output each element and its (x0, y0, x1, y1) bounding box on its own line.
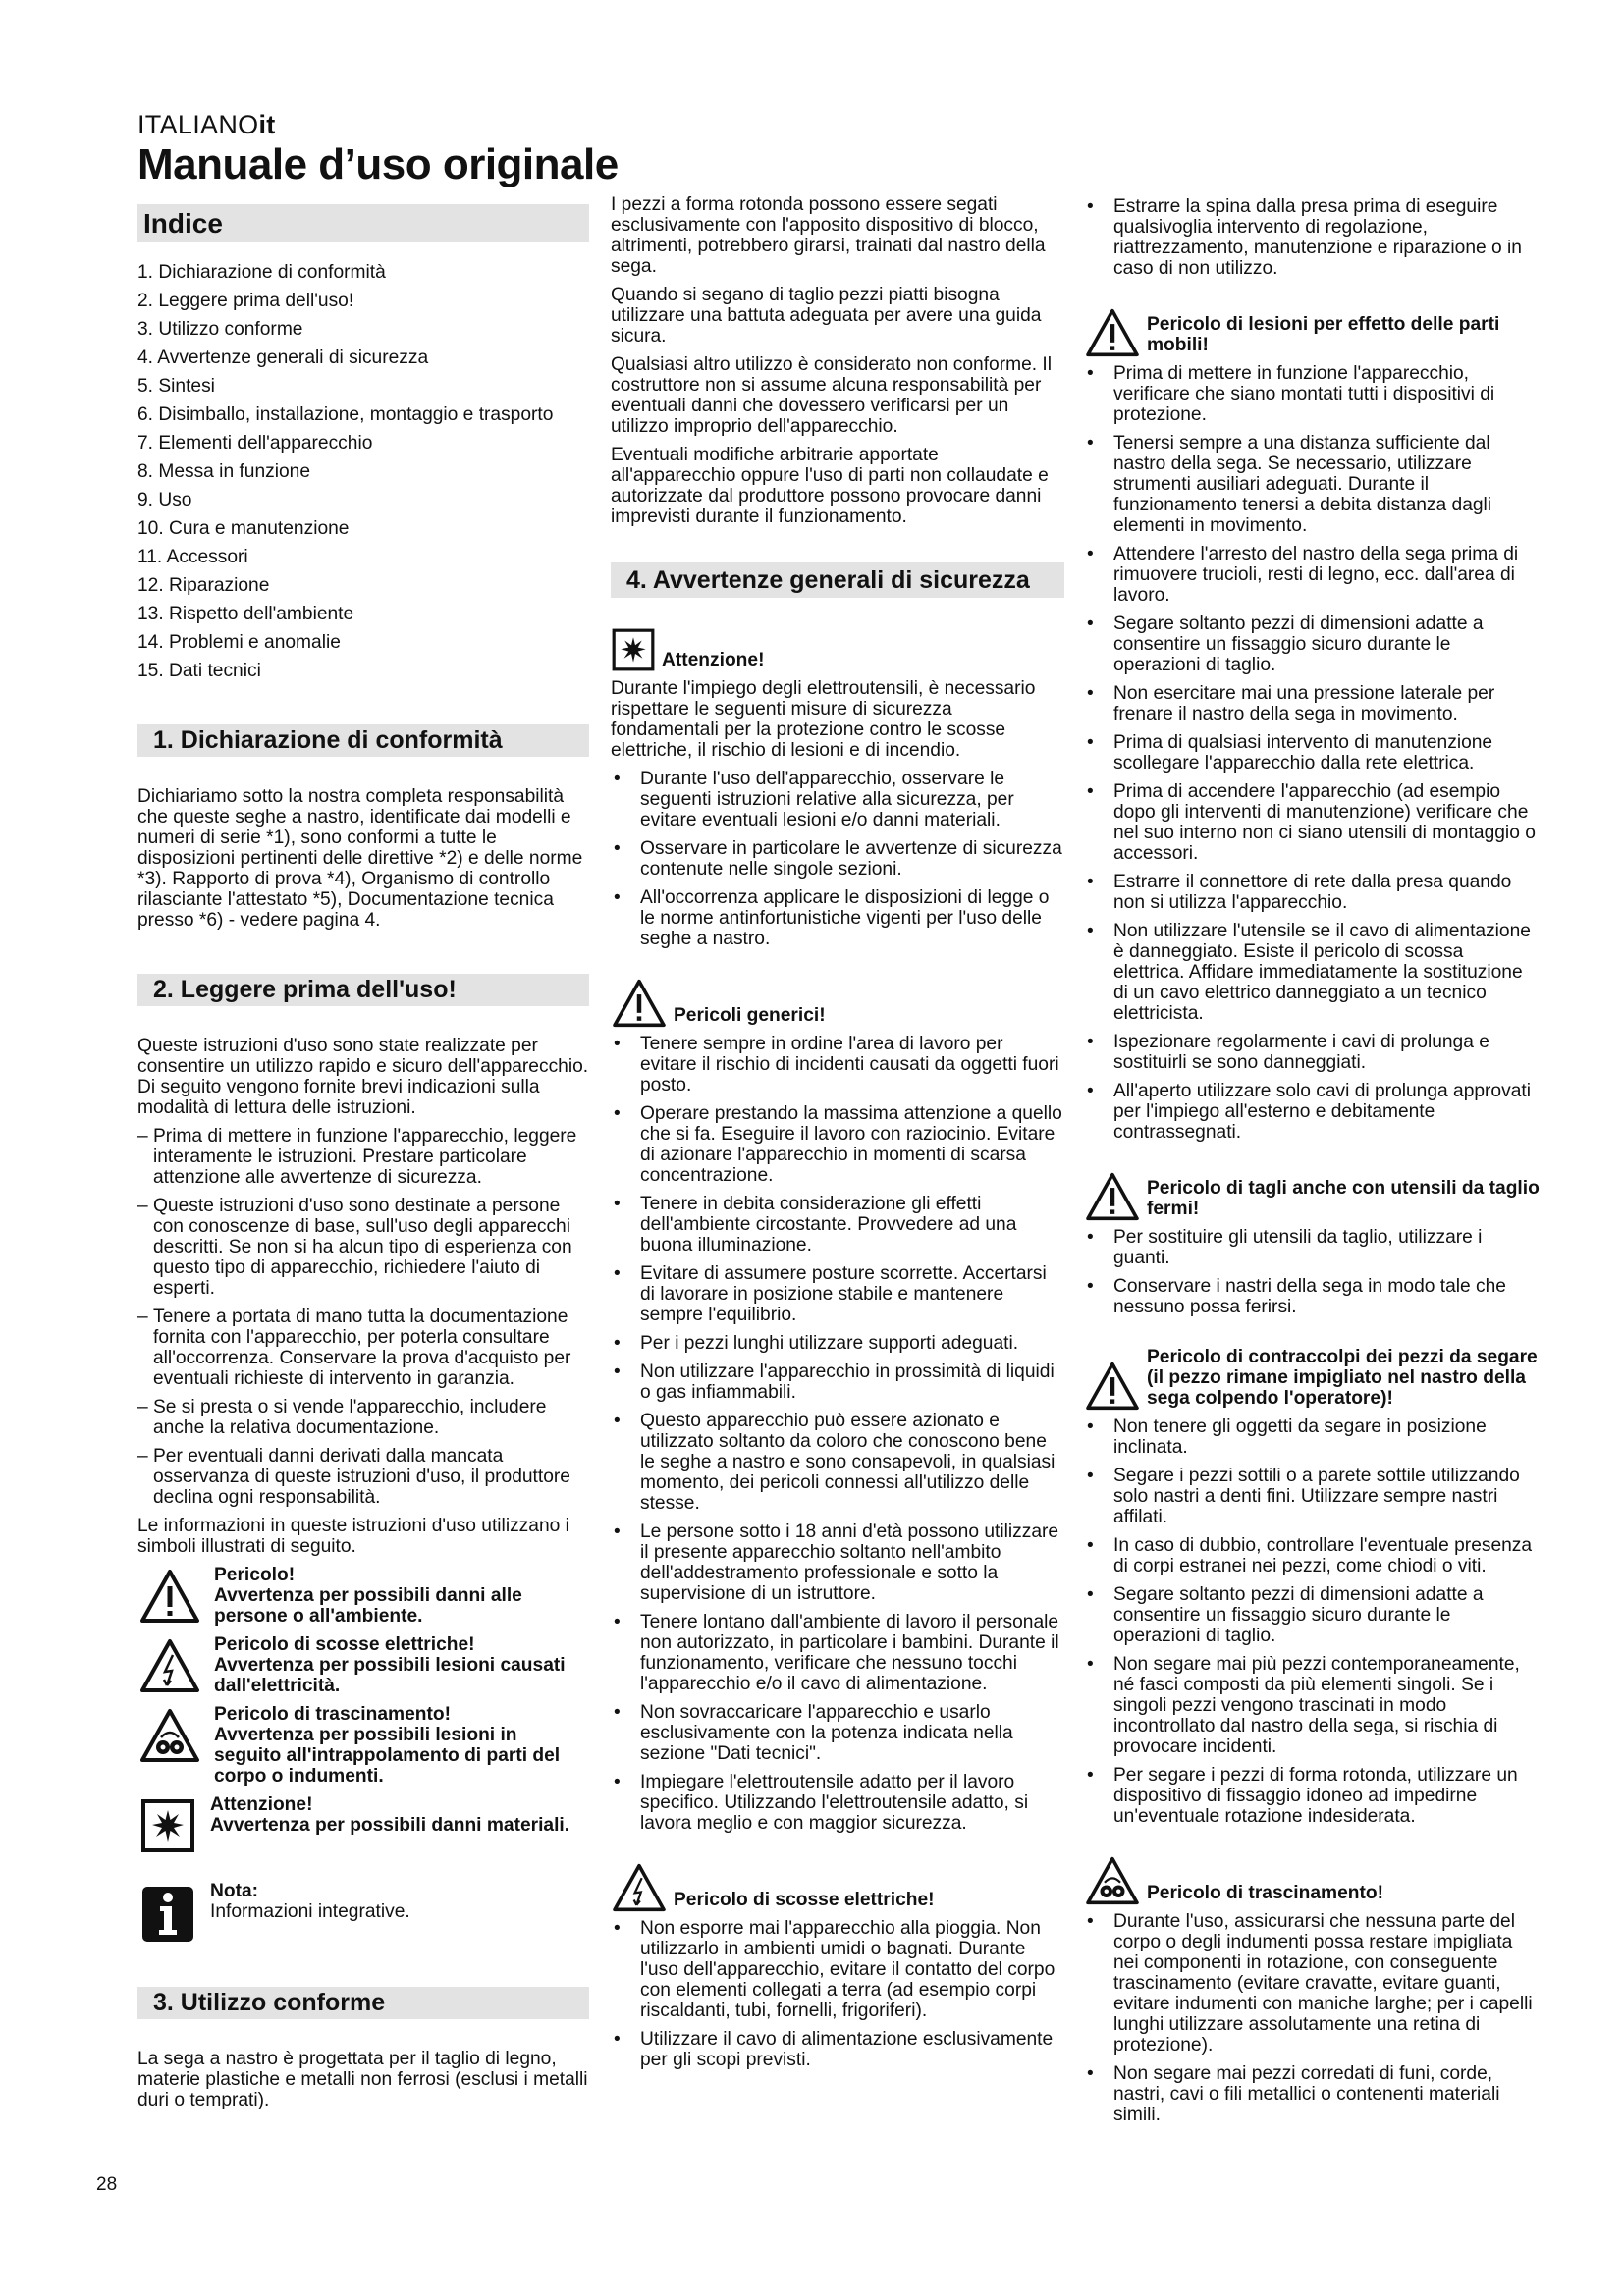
list-item: • Prima di accendere l'apparecchio (ad esempio dopo gli interventi di manutenzione) verificare che nel suo interno non ci siano utensili di montaggio o accessori. (1084, 781, 1540, 864)
list-item: • Estrarre il connettore di rete dalla presa quando non si utilizza l'apparecchio. (1084, 872, 1540, 913)
entanglement-icon (1084, 1856, 1141, 1905)
list-item: • Non segare mai più pezzi contemporaneamente, né fasci composti da più elementi singoli. Se i singoli pezzi vengono trascinati in modo incontrollato dal nastro della sega, si rischia di provocare incidenti. (1084, 1654, 1540, 1757)
warning-triangle-icon (1084, 1172, 1141, 1221)
attention-icon (139, 1798, 196, 1853)
symbols-intro: Le informazioni in queste istruzioni d'uso utilizzano i simboli illustrati di seguito. (137, 1516, 569, 1557)
index-item: 5. Sintesi (137, 376, 215, 397)
intended-use-text: I pezzi a forma rotonda possono essere segati esclusivamente con l'apposito dispositivo di blocco, altrimenti, potrebbero girarsi, trainati dal nastro della sega. (611, 194, 1046, 277)
read-first-intro: Queste istruzioni d'uso sono state realizzate per consentire un utilizzo rapido e sicuro dell'apparecchio. Di seguito vengono fornite brevi indicazioni sulla modalità di lettura delle istruzioni. (137, 1036, 589, 1118)
list-item: • Tenersi sempre a una distanza sufficiente dal nastro della sega. Se necessario, utilizzare strumenti ausiliari adeguati. Durante il funzionamento tenersi a debita distanza dagli elementi in movimento. (1084, 433, 1540, 536)
list-item: • Prima di qualsiasi intervento di manutenzione scollegare l'apparecchio dalla rete elettrica. (1084, 732, 1540, 774)
declaration-text: Dichiariamo sotto la nostra completa responsabilità che queste seghe a nastro, identificate dai modelli e numeri di serie *1), sono conformi a tutte le disposizioni pertinenti delle direttive *2) e delle norme *3). Rapporto di prova *4), Organismo di controllo rilasciante l'attestato *5), Documentazione tecnica presso *6) - vedere pagina 4. (137, 786, 583, 931)
warning-title: Pericolo di trascinamento! (1147, 1883, 1383, 1903)
warning-title: Attenzione! (662, 650, 765, 670)
list-item: • Segare i pezzi sottili o a parete sottile utilizzando solo nastri a denti fini. Utilizzare sempre nastri affilati. (1084, 1466, 1540, 1527)
symbol-title: Pericolo di trascinamento! (214, 1704, 451, 1725)
list-item: • Non tenere gli oggetti da segare in posizione inclinata. (1084, 1416, 1540, 1458)
kickback-danger-list (1084, 1416, 1540, 1827)
symbol-legend-electric (137, 1634, 589, 1696)
column-left (137, 194, 589, 2118)
general-danger-heading (611, 979, 1064, 1028)
index-item: 3. Utilizzo conforme (137, 319, 303, 340)
list-item: • Per i pezzi lunghi utilizzare supporti adeguati. (611, 1333, 1064, 1354)
attention-list (611, 769, 1064, 949)
index-item: 6. Disimballo, installazione, montaggio e trasporto (137, 404, 554, 425)
list-item: • Operare prestando la massima attenzione a quello che si fa. Eseguire il lavoro con raziocinio. Evitare di azionare l'apparecchio in momenti di scarsa concentrazione. (611, 1103, 1064, 1186)
cutting-danger-list (1084, 1227, 1540, 1317)
kickback-danger-heading (1084, 1347, 1540, 1411)
list-item: • Non segare mai pezzi corredati di funi, corde, nastri, cavi o fili metallici o contenenti materiali simili. (1084, 2063, 1540, 2125)
list-item: • Segare soltanto pezzi di dimensioni adatte a consentire un fissaggio sicuro durante le operazioni di taglio. (1084, 614, 1540, 675)
symbol-title: Pericolo! (214, 1565, 296, 1585)
index-item: 8. Messa in funzione (137, 461, 310, 482)
electric-danger-heading (611, 1863, 1064, 1912)
intended-use-text: Qualsiasi altro utilizzo è considerato non conforme. Il costruttore non si assume alcuna responsabilità per eventuali danni che dovessero verificarsi per un utilizzo improprio dell'apparecchio. (611, 354, 1052, 437)
list-item: • Tenere sempre in ordine l'area di lavoro per evitare il rischio di incidenti causati da oggetti fuori posto. (611, 1034, 1064, 1095)
page-number: 28 (96, 2174, 118, 2195)
list-item: • All'aperto utilizzare solo cavi di prolunga approvati per l'impiego all'esterno e debitamente contrassegnati. (1084, 1081, 1540, 1143)
note-title: Nota: (210, 1881, 259, 1901)
list-item: – Queste istruzioni d'uso sono destinate a persone con conoscenze di base, sull'uso degli apparecchi descritti. Se non si ha alcun tipo di esperienza con questo tipo di apparecchio, richiedere l'aiuto di esperti. (137, 1196, 589, 1299)
moving-parts-heading (1084, 308, 1540, 357)
index-item: 7. Elementi dell'apparecchio (137, 433, 373, 454)
symbol-title: Attenzione! (210, 1794, 313, 1815)
list-item: • Tenere lontano dall'ambiente di lavoro il personale non autorizzato, in particolare i bambini. Durante il funzionamento, verificare che nessuno tocchi l'apparecchio e/o il cavo di alimentazione. (611, 1612, 1064, 1694)
warning-title: Pericoli generici! (674, 1005, 826, 1026)
section-heading-declaration: 1. Dichiarazione di conformità (137, 724, 589, 757)
symbol-description: Avvertenza per possibili lesioni causati dall'elettricità. (214, 1655, 566, 1696)
symbol-legend-entanglement (137, 1704, 589, 1787)
section-heading-read-first: 2. Leggere prima dell'uso! (137, 974, 589, 1006)
language-code: it (258, 110, 276, 139)
list-item: • Non esporre mai l'apparecchio alla pioggia. Non utilizzarlo in ambienti umidi o bagnati. Durante l'uso dell'apparecchio, evitare il contatto del corpo con elementi collegati a terra (ad esempio corpi riscaldanti, tubi, fornelli, frigoriferi). (611, 1918, 1064, 2021)
entanglement-danger-heading (1084, 1856, 1540, 1905)
list-item: • All'occorrenza applicare le disposizioni di legge o le norme antinfortunistiche vigenti per l'uso delle seghe a nastro. (611, 887, 1064, 949)
list-item: – Prima di mettere in funzione l'apparecchio, leggere interamente le istruzioni. Prestare particolare attenzione alle avvertenze di sicurezza. (137, 1126, 589, 1188)
list-item: • Conservare i nastri della sega in modo tale che nessuno possa ferirsi. (1084, 1276, 1540, 1317)
section-heading-intended-use: 3. Utilizzo conforme (137, 1987, 589, 2019)
list-item: • Impiegare l'elettroutensile adatto per il lavoro specifico. Utilizzando l'elettroutensile adatto, si lavora meglio e con maggior sicurezza. (611, 1772, 1064, 1834)
list-item: • Utilizzare il cavo di alimentazione esclusivamente per gli scopi previsti. (611, 2029, 1064, 2070)
index-item: 9. Uso (137, 490, 192, 510)
list-item: – Se si presta o si vende l'apparecchio, includere anche la relativa documentazione. (137, 1397, 589, 1438)
list-item: • Non utilizzare l'utensile se il cavo di alimentazione è danneggiato. Esiste il pericolo di scossa elettrica. Affidare immediatamente la sostituzione di un cavo elettrico danneggiato a un tecnico elettricista. (1084, 921, 1540, 1024)
list-item: • Non sovraccaricare l'apparecchio e usarlo esclusivamente con la potenza indicata nella sezione "Dati tecnici". (611, 1702, 1064, 1764)
list-item: • Tenere in debita considerazione gli effetti dell'ambiente circostante. Provvedere ad una buona illuminazione. (611, 1194, 1064, 1255)
manual-title: Manuale d’uso originale (137, 140, 619, 188)
list-item: • Per segare i pezzi di forma rotonda, utilizzare un dispositivo di fissaggio idoneo ad impedirne un'eventuale rotazione indesiderata. (1084, 1765, 1540, 1827)
symbol-legend-danger (137, 1565, 589, 1627)
index-list (137, 262, 589, 681)
warning-title: Pericolo di lesioni per effetto delle parti mobili! (1147, 314, 1500, 355)
electric-danger-list-continued (1084, 196, 1540, 279)
index-item: 10. Cura e manutenzione (137, 518, 350, 539)
symbol-legend-note (137, 1881, 589, 1944)
attention-text: Durante l'impiego degli elettroutensili, è necessario rispettare le seguenti misure di sicurezza fondamentali per la protezione contro le scosse elettriche, il rischio di lesioni e di incendio. (611, 678, 1036, 761)
electric-shock-icon (611, 1863, 668, 1912)
warning-title: Pericolo di contraccolpi dei pezzi da segare (il pezzo rimane impigliato nel nastro della sega colpendo l'operatore)! (1147, 1347, 1538, 1409)
index-item: 11. Accessori (137, 547, 248, 567)
warning-title: Pericolo di scosse elettriche! (674, 1890, 935, 1910)
index-item: 2. Leggere prima dell'uso! (137, 291, 354, 311)
list-item: • Questo apparecchio può essere azionato e utilizzato soltanto da coloro che conoscono bene le seghe a nastro e sono consapevoli, in qualsiasi momento, dei pericoli connessi all'utilizzo delle stesse. (611, 1411, 1064, 1514)
warning-triangle-icon (139, 1569, 200, 1624)
moving-parts-list (1084, 363, 1540, 1143)
warning-triangle-icon (611, 979, 668, 1028)
electric-danger-list (611, 1918, 1064, 2070)
symbol-legend-attention (137, 1794, 589, 1853)
cutting-danger-heading (1084, 1172, 1540, 1221)
entanglement-icon (139, 1708, 200, 1763)
section-heading-safety: 4. Avvertenze generali di sicurezza (611, 562, 1064, 598)
list-item: • Non utilizzare l'apparecchio in prossimità di liquidi o gas infiammabili. (611, 1362, 1064, 1403)
general-danger-list (611, 1034, 1064, 1834)
index-item: 1. Dichiarazione di conformità (137, 262, 386, 283)
list-item: • Attendere l'arresto del nastro della sega prima di rimuovere trucioli, resti di legno, ecc. dall'area di lavoro. (1084, 544, 1540, 606)
list-item: • Durante l'uso dell'apparecchio, osservare le seguenti istruzioni relative alla sicurezza, per evitare eventuali lesioni e/o danni materiali. (611, 769, 1064, 830)
index-item: 15. Dati tecnici (137, 661, 261, 681)
entanglement-danger-list (1084, 1911, 1540, 2125)
language-label: ITALIANOit (137, 110, 276, 139)
column-right (1084, 194, 1540, 2133)
list-item: – Tenere a portata di mano tutta la documentazione fornita con l'apparecchio, per poterla consultare all'occorrenza. Conservare la prova d'acquisto per eventuali richieste di intervento in garanzia. (137, 1307, 589, 1389)
list-item: • Estrarre la spina dalla presa prima di eseguire qualsivoglia intervento di regolazione, riattrezzamento, manutenzione e riparazione o in caso di non utilizzo. (1084, 196, 1540, 279)
symbol-title: Pericolo di scosse elettriche! (214, 1634, 475, 1655)
warning-title: Pericolo di tagli anche con utensili da taglio fermi! (1147, 1178, 1540, 1219)
list-item: – Per eventuali danni derivati dalla mancata osservanza di queste istruzioni d'uso, il produttore declina ogni responsabilità. (137, 1446, 589, 1508)
list-item: • Per sostituire gli utensili da taglio, utilizzare i guanti. (1084, 1227, 1540, 1268)
attention-heading (611, 627, 1064, 672)
info-icon (139, 1885, 196, 1944)
intended-use-text: La sega a nastro è progettata per il taglio di legno, materie plastiche e metalli non ferrosi (esclusi i metalli duri o temprati). (137, 2049, 588, 2110)
list-item: • Non esercitare mai una pressione laterale per frenare il nastro della sega in movimento. (1084, 683, 1540, 724)
electric-shock-icon (139, 1638, 200, 1693)
warning-triangle-icon (1084, 308, 1141, 357)
symbol-description: Avvertenza per possibili danni materiali. (210, 1815, 570, 1836)
index-item: 13. Rispetto dell'ambiente (137, 604, 354, 624)
index-heading: Indice (137, 204, 589, 242)
symbol-description: Avvertenza per possibili lesioni in seguito all'intrappolamento di parti del corpo o indumenti. (214, 1725, 561, 1787)
index-item: 14. Problemi e anomalie (137, 632, 341, 653)
list-item: • Le persone sotto i 18 anni d'età possono utilizzare il presente apparecchio soltanto nell'ambito dell'addestramento professionale e sotto la supervisione di un istruttore. (611, 1522, 1064, 1604)
warning-triangle-icon (1084, 1362, 1141, 1411)
list-item: • Evitare di assumere posture scorrette. Accertarsi di lavorare in posizione stabile e mantenere sempre l'equilibrio. (611, 1263, 1064, 1325)
intended-use-text: Quando si segano di taglio pezzi piatti bisogna utilizzare una battuta adeguata per avere una guida sicura. (611, 285, 1042, 347)
intended-use-text: Eventuali modifiche arbitrarie apportate all'apparecchio oppure l'uso di parti non collaudate e autorizzate dal produttore possono provocare danni imprevisti durante il funzionamento. (611, 445, 1049, 527)
list-item: • Durante l'uso, assicurarsi che nessuna parte del corpo o degli indumenti possa restare impigliata nei componenti in rotazione, con conseguente trascinamento (evitare cravatte, evitare guanti, evitare indumenti con maniche larghe; per i capelli lunghi utilizzare assolutamente una retina di protezione). (1084, 1911, 1540, 2056)
list-item: • Segare soltanto pezzi di dimensioni adatte a consentire un fissaggio sicuro durante le operazioni di taglio. (1084, 1584, 1540, 1646)
symbol-description: Avvertenza per possibili danni alle persone o all'ambiente. (214, 1585, 522, 1627)
index-item: 12. Riparazione (137, 575, 270, 596)
list-item: • In caso di dubbio, controllare l'eventuale presenza di corpi estranei nei pezzi, come chiodi o viti. (1084, 1535, 1540, 1576)
index-item: 4. Avvertenze generali di sicurezza (137, 347, 429, 368)
read-first-list (137, 1126, 589, 1508)
attention-icon (611, 627, 656, 672)
list-item: • Prima di mettere in funzione l'apparecchio, verificare che siano montati tutti i dispositivi di protezione. (1084, 363, 1540, 425)
list-item: • Ispezionare regolarmente i cavi di prolunga e sostituirli se sono danneggiati. (1084, 1032, 1540, 1073)
list-item: • Osservare in particolare le avvertenze di sicurezza contenute nelle singole sezioni. (611, 838, 1064, 880)
column-middle (611, 194, 1064, 2078)
note-text: Informazioni integrative. (210, 1901, 410, 1922)
